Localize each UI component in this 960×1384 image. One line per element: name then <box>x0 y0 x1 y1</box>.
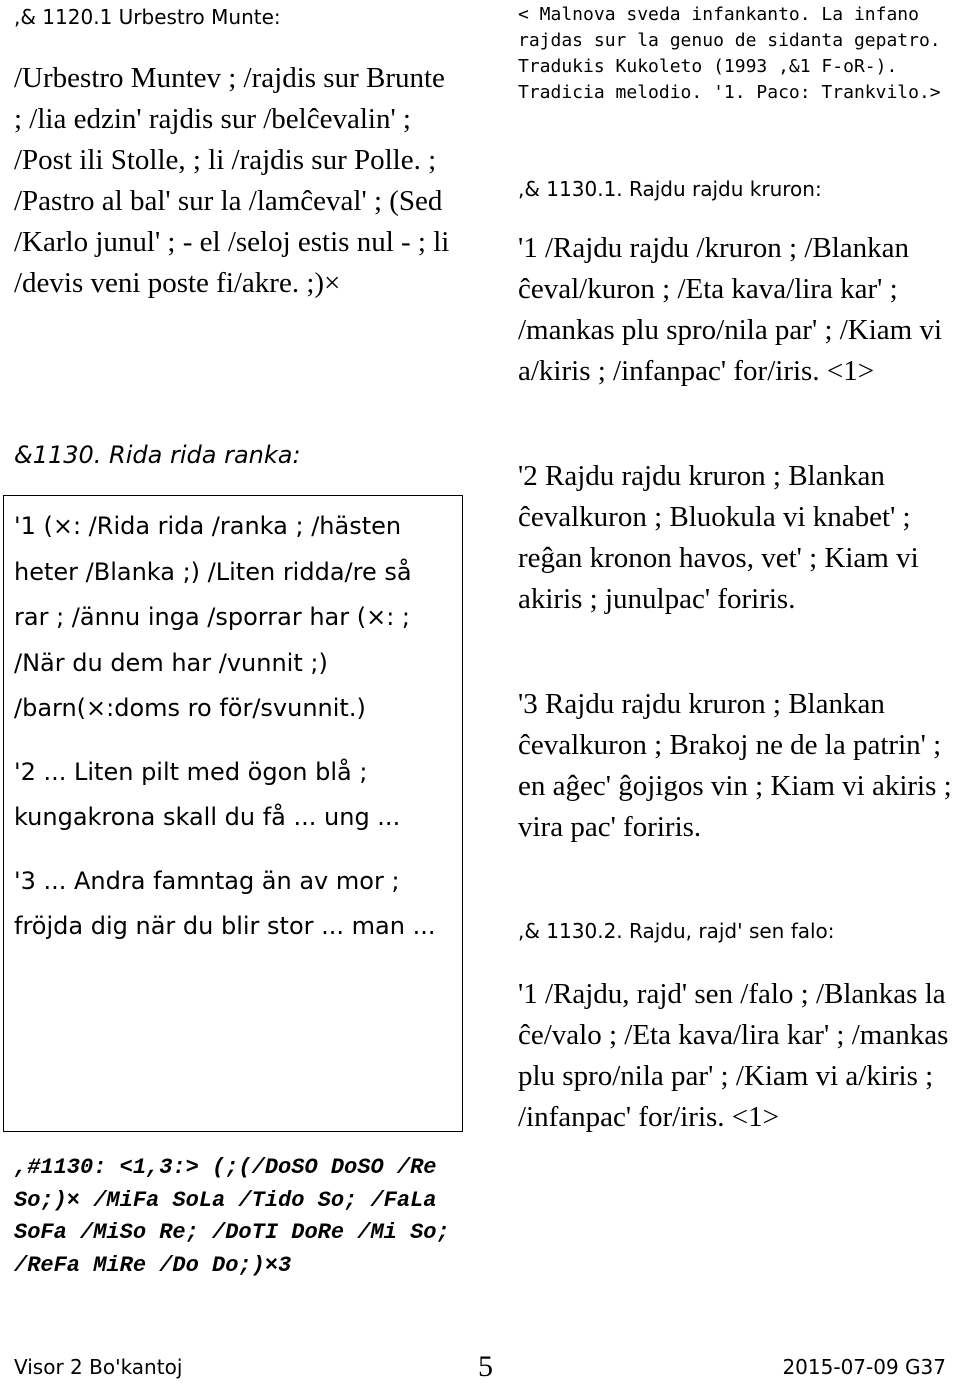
esperanto-verse-3: '3 Rajdu rajdu kruron ; Blankan ĉevalkuron ; Brakoj ne de la patrin' ; en aĝec' ĝojigos vin ; Kiam vi akiris ; vira pac' foriris. <box>518 688 952 843</box>
esperanto-verse-2: '2 Rajdu rajdu kruron ; Blankan ĉevalkuron ; Bluokula vi knabet' ; reĝan kronon havos, vet' ; Kiam vi akiris ; junulpac' foriris. <box>518 460 919 615</box>
song-1130-heading: &1130. Rida rida ranka: <box>14 441 301 469</box>
song-1120-verse: /Urbestro Muntev ; /rajdis sur Brunte ; /lia edzin' rajdis sur /belĉevalin' ; /Post ili Stolle, ; li /rajdis sur Polle. ; /Pastro al bal' sur la /lamĉeval' ; (Sed /Karlo junul' ; - el /seloj estis nul - ; li /devis veni poste fi/akre. ;)× <box>14 62 450 299</box>
swedish-verse-1: '1 (×: /Rida rida /ranka ; /hästen heter /Blanka ;) /Liten ridda/re så rar ; /ännu inga /sporrar har (×: ; /När du dem har /vunnit ;) /barn(×:doms ro för/svunnit.) <box>14 512 412 722</box>
page-number: 5 <box>478 1350 493 1383</box>
song-1130-1-heading: ,& 1130.1. Rajdu rajdu kruron: <box>518 177 822 201</box>
esperanto-verse-4: '1 /Rajdu, rajd' sen /falo ; /Blankas la ĉe/valo ; /Eta kava/lira kar' ; /mankas plu spro/nila par' ; /Kiam vi a/kiris ; /infanpac' for/iris. <1> <box>518 978 949 1133</box>
swedish-lyrics-box <box>3 495 463 1132</box>
song-1120-heading: ,& 1120.1 Urbestro Munte: <box>14 5 281 29</box>
melody-notation: ,#1130: <1,3:> (;(/DoSO DoSO /Re So;)× /MiFa SoLa /Tido So; /FaLa SoFa /MiSo Re; /DoTI DoRe /Mi So; /ReFa MiRe /Do Do;)×3 <box>14 1155 450 1278</box>
footer-right: 2015-07-09 G37 <box>782 1355 946 1379</box>
footer-left: Visor 2 Bo'kantoj <box>14 1355 183 1379</box>
song-1130-2-heading: ,& 1130.2. Rajdu, rajd' sen falo: <box>518 919 835 943</box>
swedish-verse-2: '2 ... Liten pilt med ögon blå ; kungakrona skall du få ... ung ... <box>14 757 401 831</box>
esperanto-verse-1: '1 /Rajdu rajdu /kruron ; /Blankan ĉeval/kuron ; /Eta kava/lira kar' ; /mankas plu spro/nila par' ; /Kiam vi a/kiris ; /infanpac' for/iris. <1> <box>518 232 943 387</box>
swedish-verse-3: '3 ... Andra famntag än av mor ; fröjda dig när du blir stor ... man ... <box>14 866 436 940</box>
song-note: < Malnova sveda infankanto. La infano rajdas sur la genuo de sidanta gepatro. Tradukis Kukoleto (1993 ,&1 F-oR-). Tradicia melodio. '1. Paco: Trankvilo.> <box>518 4 941 103</box>
